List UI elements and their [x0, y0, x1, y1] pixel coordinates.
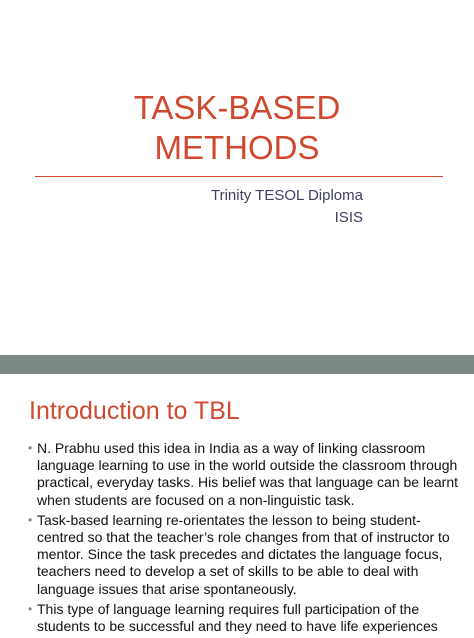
title-underline-rule — [35, 176, 443, 177]
bullet-list — [28, 440, 458, 638]
bullet-item — [28, 512, 458, 598]
bullet-item — [28, 440, 458, 509]
bullet-icon: • — [28, 601, 33, 616]
bullet-text: This type of language learning requires full participation of the students to be successful and they need to have life experiences — [37, 600, 438, 635]
subtitle-institution: ISIS — [334, 209, 363, 226]
bullet-item — [28, 601, 458, 635]
slide-title — [60, 88, 414, 168]
bullet-icon: • — [28, 441, 33, 455]
slide-subtitle — [211, 185, 363, 229]
bullet-text: N. Prabhu used this idea in India as a way of linking classroom language learning to use in the world outside the classroom through practical, everyday tasks. His belief was that language can be learnt when students are focused on a non-linguistic task. — [37, 440, 459, 508]
slide-divider-band — [0, 355, 474, 374]
section-heading: Introduction to TBL — [29, 397, 240, 425]
bullet-text: Task-based learning re-orientates the lesson to being student-centred so that the teacher’s role changes from that of instructor to mentor. Since the task precedes and dictates the language focus, teachers need to develop a set of skills to be able to deal with language issues that arise spontaneously. — [37, 511, 450, 597]
slide-title-line1: TASK-BASED — [133, 89, 341, 126]
subtitle-course: Trinity TESOL Diploma — [211, 187, 363, 204]
slide-title-line2: METHODS — [154, 129, 320, 166]
bullet-icon: • — [28, 512, 33, 527]
